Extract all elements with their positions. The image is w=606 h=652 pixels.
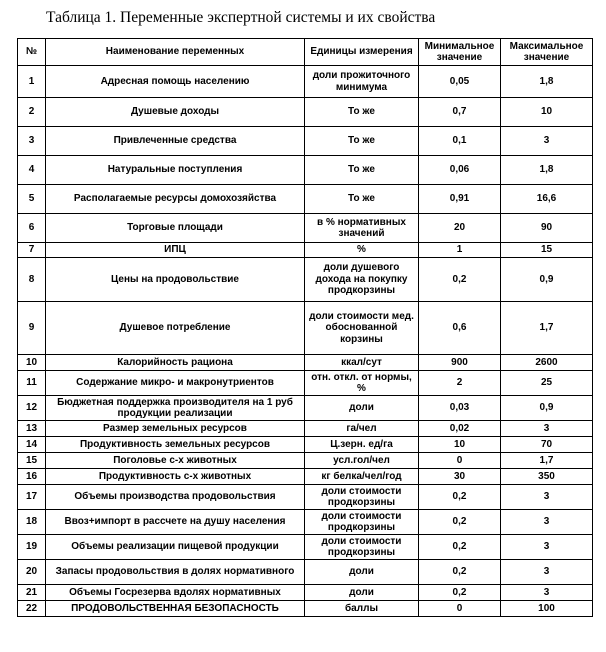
cell-name: Объемы производства продовольствия	[46, 485, 305, 510]
cell-min: 10	[419, 437, 501, 453]
cell-number: 18	[18, 510, 46, 535]
cell-max: 3	[501, 485, 593, 510]
cell-min: 0	[419, 601, 501, 617]
cell-unit: доли	[305, 585, 419, 601]
cell-name: Объемы реализации пищевой продукции	[46, 535, 305, 560]
cell-max: 350	[501, 469, 593, 485]
cell-name: Душевые доходы	[46, 98, 305, 127]
cell-unit: га/чел	[305, 421, 419, 437]
cell-number: 22	[18, 601, 46, 617]
cell-unit: доли стоимости мед. обоснованной корзины	[305, 302, 419, 355]
variables-table	[17, 38, 593, 617]
cell-name: Запасы продовольствия в долях нормативного	[46, 560, 305, 585]
cell-unit: в % нормативных значений	[305, 214, 419, 243]
cell-name: Натуральные поступления	[46, 156, 305, 185]
table-row	[18, 127, 593, 156]
cell-max: 90	[501, 214, 593, 243]
cell-unit: доли прожиточного минимума	[305, 66, 419, 98]
table-row	[18, 437, 593, 453]
cell-number: 19	[18, 535, 46, 560]
header-max: Максимальное значение	[501, 39, 593, 66]
cell-unit: доли душевого дохода на покупку продкорзины	[305, 258, 419, 302]
cell-min: 0,2	[419, 485, 501, 510]
table-row	[18, 535, 593, 560]
cell-max: 0,9	[501, 396, 593, 421]
table-row	[18, 453, 593, 469]
cell-unit: Ц.зерн. ед/га	[305, 437, 419, 453]
cell-name: Поголовье с-х животных	[46, 453, 305, 469]
cell-max: 100	[501, 601, 593, 617]
cell-max: 1,7	[501, 302, 593, 355]
cell-min: 900	[419, 355, 501, 371]
cell-min: 2	[419, 371, 501, 396]
table-row	[18, 585, 593, 601]
cell-unit: То же	[305, 127, 419, 156]
cell-max: 3	[501, 560, 593, 585]
table-row	[18, 355, 593, 371]
cell-number: 6	[18, 214, 46, 243]
cell-number: 15	[18, 453, 46, 469]
cell-min: 0,2	[419, 585, 501, 601]
cell-name: Цены на продовольствие	[46, 258, 305, 302]
cell-name: Бюджетная поддержка производителя на 1 руб продукции реализации	[46, 396, 305, 421]
cell-min: 0,03	[419, 396, 501, 421]
cell-number: 12	[18, 396, 46, 421]
table-header-row	[18, 39, 593, 66]
table-row	[18, 258, 593, 302]
cell-min: 0,02	[419, 421, 501, 437]
table-row	[18, 214, 593, 243]
cell-max: 10	[501, 98, 593, 127]
table-row	[18, 510, 593, 535]
cell-min: 0,2	[419, 560, 501, 585]
cell-number: 21	[18, 585, 46, 601]
cell-unit: доли стоимости продкорзины	[305, 485, 419, 510]
cell-max: 3	[501, 510, 593, 535]
cell-number: 1	[18, 66, 46, 98]
table-row	[18, 485, 593, 510]
cell-max: 1,7	[501, 453, 593, 469]
cell-name: Ввоз+импорт в рассчете на душу населения	[46, 510, 305, 535]
cell-min: 0,91	[419, 185, 501, 214]
cell-min: 0,05	[419, 66, 501, 98]
table-row	[18, 185, 593, 214]
table-caption: Таблица 1. Переменные экспертной системы и их свойства	[46, 9, 436, 26]
cell-min: 0,06	[419, 156, 501, 185]
cell-min: 1	[419, 243, 501, 258]
cell-name: Располагаемые ресурсы домохозяйства	[46, 185, 305, 214]
cell-unit: То же	[305, 185, 419, 214]
cell-max: 16,6	[501, 185, 593, 214]
cell-max: 3	[501, 127, 593, 156]
cell-number: 17	[18, 485, 46, 510]
cell-max: 15	[501, 243, 593, 258]
cell-min: 0,2	[419, 258, 501, 302]
cell-number: 4	[18, 156, 46, 185]
header-number: №	[18, 39, 46, 66]
cell-max: 1,8	[501, 66, 593, 98]
cell-unit: баллы	[305, 601, 419, 617]
cell-unit: ккал/сут	[305, 355, 419, 371]
cell-name: Привлеченные средства	[46, 127, 305, 156]
cell-name: Размер земельных ресурсов	[46, 421, 305, 437]
cell-unit: доли стоимости продкорзины	[305, 535, 419, 560]
cell-max: 3	[501, 585, 593, 601]
cell-number: 16	[18, 469, 46, 485]
cell-number: 2	[18, 98, 46, 127]
table-row	[18, 243, 593, 258]
cell-max: 1,8	[501, 156, 593, 185]
cell-unit: %	[305, 243, 419, 258]
cell-unit: То же	[305, 156, 419, 185]
cell-max: 0,9	[501, 258, 593, 302]
cell-number: 7	[18, 243, 46, 258]
cell-name: ИПЦ	[46, 243, 305, 258]
table-row	[18, 421, 593, 437]
cell-unit: доли	[305, 560, 419, 585]
cell-min: 0,1	[419, 127, 501, 156]
cell-name: Душевое потребление	[46, 302, 305, 355]
cell-unit: отн. откл. от нормы, %	[305, 371, 419, 396]
cell-min: 0,2	[419, 535, 501, 560]
cell-max: 2600	[501, 355, 593, 371]
table-row	[18, 302, 593, 355]
cell-unit: усл.гол/чел	[305, 453, 419, 469]
cell-number: 3	[18, 127, 46, 156]
cell-number: 14	[18, 437, 46, 453]
cell-unit: доли стоимости продкорзины	[305, 510, 419, 535]
table-row	[18, 601, 593, 617]
cell-name: Продуктивность земельных ресурсов	[46, 437, 305, 453]
cell-min: 0,6	[419, 302, 501, 355]
cell-name: Торговые площади	[46, 214, 305, 243]
table-row	[18, 156, 593, 185]
cell-number: 20	[18, 560, 46, 585]
cell-min: 0,2	[419, 510, 501, 535]
table-row	[18, 469, 593, 485]
cell-number: 13	[18, 421, 46, 437]
cell-unit: доли	[305, 396, 419, 421]
cell-unit: То же	[305, 98, 419, 127]
cell-name: Объемы Госрезерва вдолях нормативных	[46, 585, 305, 601]
cell-min: 0,7	[419, 98, 501, 127]
cell-max: 70	[501, 437, 593, 453]
cell-number: 10	[18, 355, 46, 371]
cell-max: 3	[501, 535, 593, 560]
cell-name: Содержание микро- и макронутриентов	[46, 371, 305, 396]
cell-number: 9	[18, 302, 46, 355]
cell-name: Адресная помощь населению	[46, 66, 305, 98]
cell-name: Продуктивность с-х животных	[46, 469, 305, 485]
table-row	[18, 371, 593, 396]
table-row	[18, 66, 593, 98]
table-row	[18, 98, 593, 127]
header-min: Минимальное значение	[419, 39, 501, 66]
cell-max: 25	[501, 371, 593, 396]
table-row	[18, 396, 593, 421]
cell-number: 8	[18, 258, 46, 302]
cell-name: Калорийность рациона	[46, 355, 305, 371]
cell-min: 30	[419, 469, 501, 485]
cell-max: 3	[501, 421, 593, 437]
cell-min: 20	[419, 214, 501, 243]
header-unit: Единицы измерения	[305, 39, 419, 66]
cell-number: 5	[18, 185, 46, 214]
cell-name: ПРОДОВОЛЬСТВЕННАЯ БЕЗОПАСНОСТЬ	[46, 601, 305, 617]
table-row	[18, 560, 593, 585]
cell-unit: кг белка/чел/год	[305, 469, 419, 485]
header-name: Наименование переменных	[46, 39, 305, 66]
cell-number: 11	[18, 371, 46, 396]
cell-min: 0	[419, 453, 501, 469]
